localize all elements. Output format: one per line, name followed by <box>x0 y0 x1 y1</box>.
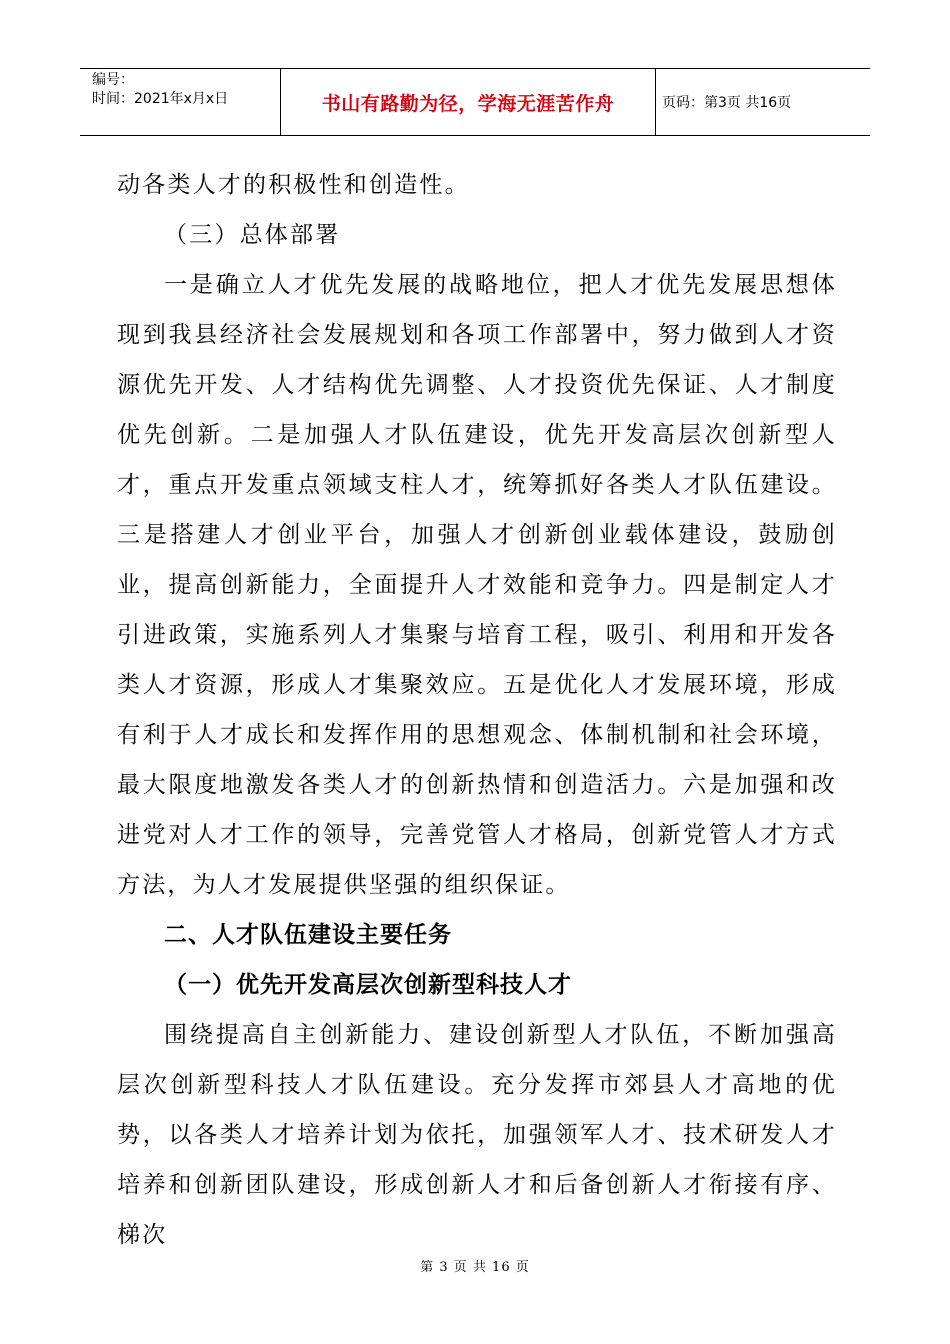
subsection-heading-overall-deployment: （三）总体部署 <box>164 222 341 248</box>
header-motto: 书山有路勤为径，学海无涯苦作舟 <box>321 92 615 115</box>
page-footer <box>0 1256 950 1275</box>
paragraph-deployment-details: 一是确立人才优先发展的战略地位，把人才优先发展思想体现到我县经济社会发展规划和各项工作部署中，努力做到人才资源优先开发、人才结构优先调整、人才投资优先保证、人才制度优先创新。二是加强人才队伍建设，优先开发高层次创新型人才，重点开发重点领域支柱人才，统筹抓好各类人才队伍建设。三是搭建人才创业平台，加强人才创新创业载体建设，鼓励创业，提高创新能力，全面提升人才效能和竞争力。四是制定人才引进政策，实施系列人才集聚与培育工程，吸引、利用和开发各类人才资源，形成人才集聚效应。五是优化人才发展环境，形成有利于人才成长和发挥作用的思想观念、体制机制和社会环境，最大限度地激发各类人才的创新热情和创造活力。六是加强和改进党对人才工作的领导，完善党管人才格局，创新党管人才方式方法，为人才发展提供坚强的组织保证。 <box>117 272 837 898</box>
section-heading-main-tasks: 二、人才队伍建设主要任务 <box>164 922 452 948</box>
header-page-cell <box>656 69 870 135</box>
subsection-heading-innovative-talent: （一）优先开发高层次创新型科技人才 <box>164 972 572 998</box>
footer-page-number: 第 3 页 共 16 页 <box>420 1260 530 1275</box>
document-header <box>80 68 870 136</box>
paragraph-innovative-talent: 围绕提高自主创新能力、建设创新型人才队伍，不断加强高层次创新型科技人才队伍建设。充分发挥市郊县人才高地的优势，以各类人才培养计划为依托，加强领军人才、技术研发人才培养和创新团队建设，形成创新人才和后备创新人才衔接有序、梯次 <box>117 1022 837 1248</box>
header-page-info: 页码：第3页 共16页 <box>662 95 792 111</box>
document-body <box>117 160 837 1260</box>
header-meta-cell <box>80 69 281 135</box>
document-number-label: 编号： <box>92 72 134 88</box>
paragraph-continuation: 动各类人才的积极性和创造性。 <box>117 172 470 198</box>
header-motto-cell <box>281 69 656 135</box>
document-time-label: 时间：2021年x月x日 <box>92 91 229 107</box>
